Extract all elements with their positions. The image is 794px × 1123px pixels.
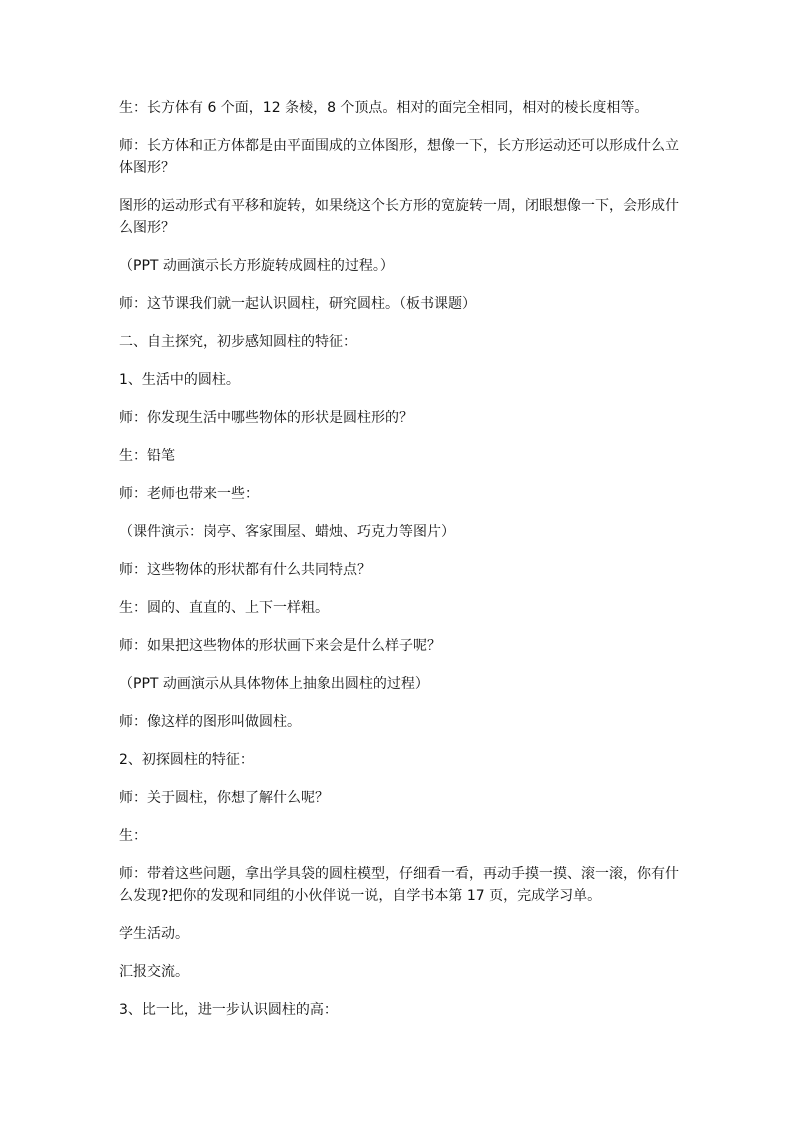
paragraph-15: （PPT 动画演示从具体物体上抽象出圆柱的过程） xyxy=(119,676,429,692)
paragraph-8: 师：你发现生活中哪些物体的形状是圆柱形的？ xyxy=(119,410,413,426)
section-heading-2: 二、自主探究，初步感知圆柱的特征： xyxy=(119,334,357,350)
paragraph-10: 师：老师也带来一些： xyxy=(119,486,259,502)
subsection-heading-2: 2、初探圆柱的特征： xyxy=(119,752,254,768)
paragraph-9: 生：铅笔 xyxy=(119,448,175,464)
paragraph-18: 师：关于圆柱，你想了解什么呢？ xyxy=(119,790,329,806)
paragraph-13: 生：圆的、直直的、上下一样粗。 xyxy=(119,600,329,616)
subsection-heading-3: 3、比一比，进一步认识圆柱的高： xyxy=(119,1002,338,1018)
paragraph-16: 师：像这样的图形叫做圆柱。 xyxy=(119,714,301,730)
paragraph-1: 生：长方体有 6 个面，12 条棱，8 个顶点。相对的面完全相同，相对的棱长度相等。 xyxy=(119,100,649,116)
paragraph-22: 汇报交流。 xyxy=(119,964,189,980)
document-body xyxy=(119,97,684,1037)
paragraph-20: 师：带着这些问题，拿出学具袋的圆柱模型，仔细看一看，再动手摸一摸、滚一滚，你有什么发现?把你的发现和同组的小伙伴说一说，自学书本第 17 页，完成学习单。 xyxy=(119,866,679,904)
paragraph-3: 图形的运动形式有平移和旋转，如果绕这个长方形的宽旋转一周，闭眼想像一下，会形成什么图形？ xyxy=(119,198,679,236)
paragraph-19: 生： xyxy=(119,828,147,844)
paragraph-2: 师：长方体和正方体都是由平面围成的立体图形，想像一下，长方形运动还可以形成什么立体图形？ xyxy=(119,138,679,176)
paragraph-5: 师：这节课我们就一起认识圆柱，研究圆柱。（板书课题） xyxy=(119,296,476,312)
paragraph-14: 师：如果把这些物体的形状画下来会是什么样子呢？ xyxy=(119,638,441,654)
subsection-heading-1: 1、生活中的圆柱。 xyxy=(119,372,240,388)
paragraph-11: （课件演示：岗亭、客家围屋、蜡烛、巧克力等图片） xyxy=(119,524,455,540)
paragraph-21: 学生活动。 xyxy=(119,926,189,942)
paragraph-4: （PPT 动画演示长方形旋转成圆柱的过程。） xyxy=(119,258,394,274)
paragraph-12: 师：这些物体的形状都有什么共同特点？ xyxy=(119,562,371,578)
